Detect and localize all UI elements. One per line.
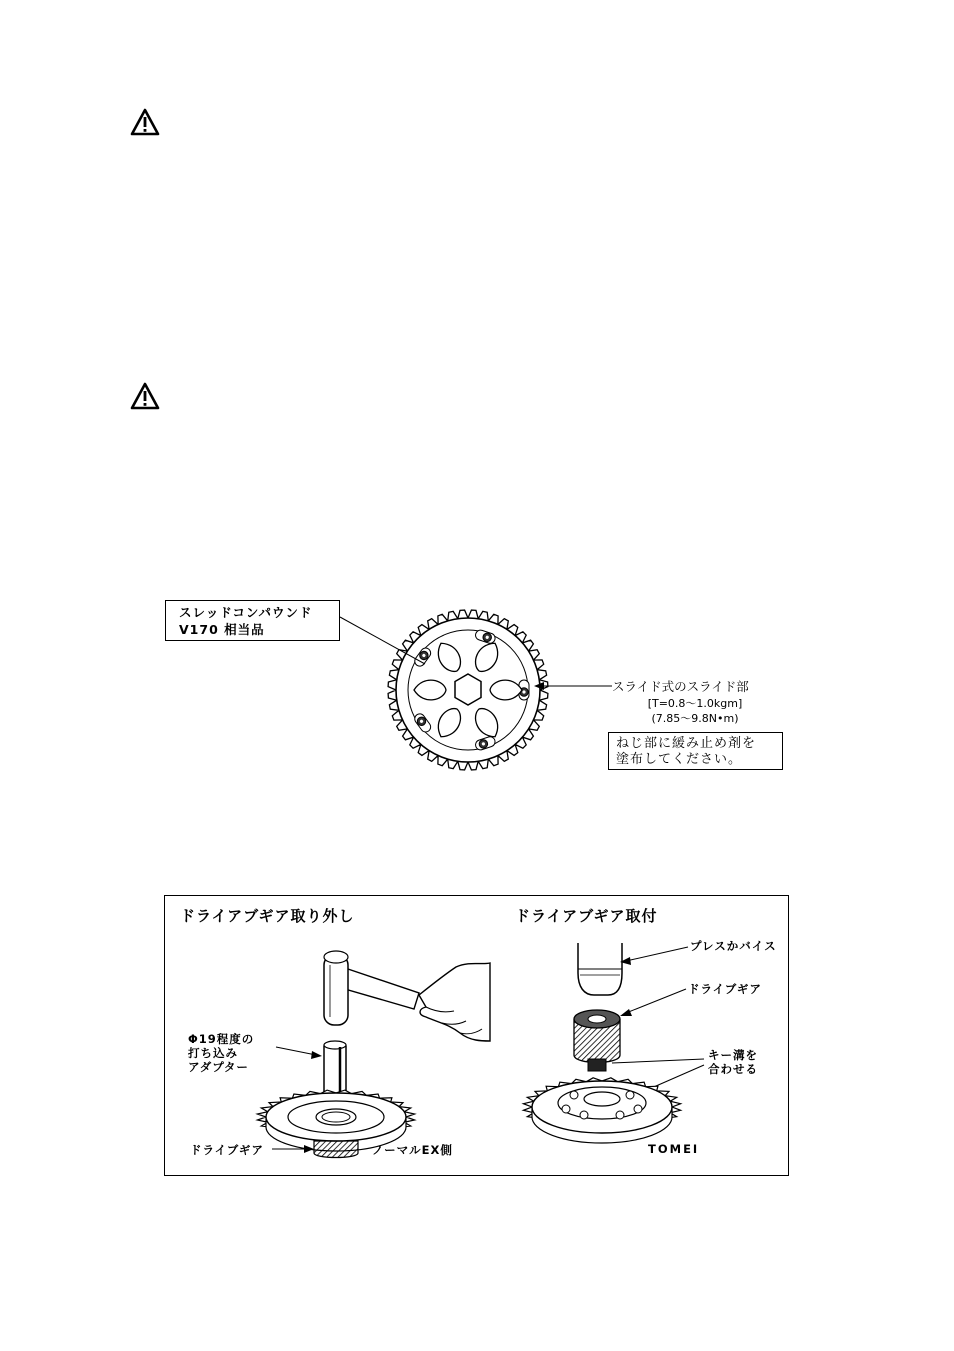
installation-drive-gear — [574, 1010, 620, 1071]
installation-drive-gear-label: ドライブギア — [688, 982, 762, 996]
drive-gear-illustration — [164, 895, 789, 1176]
torque-kgm: [T=0.8〜1.0kgm] — [647, 697, 743, 710]
adapter-label-line1: Φ19程度の — [188, 1032, 255, 1046]
normal-ex-label: ノーマルEX側 — [372, 1143, 453, 1157]
removal-title: ドライアブギア取り外し — [180, 907, 355, 925]
removal-drive-gear — [314, 1141, 358, 1158]
adapter-label-line3: アダプター — [188, 1060, 249, 1074]
compound-label-line2: V170 相当品 — [179, 622, 265, 637]
keyway-label-line1: キー溝を — [708, 1048, 758, 1062]
hammer — [324, 951, 419, 1025]
adapter-label-line2: 打ち込み — [188, 1046, 238, 1060]
hand — [419, 963, 490, 1041]
tomei-brand: TOMEI — [648, 1142, 700, 1156]
installation-title: ドライアブギア取付 — [515, 907, 658, 925]
torque-nm: (7.85〜9.8N•m) — [651, 712, 739, 725]
installation-sprocket — [523, 1078, 680, 1143]
slide-part-label: スライド式のスライド部 — [612, 679, 749, 694]
locking-note-line1: ねじ部に緩み止め剤を — [616, 736, 757, 751]
compound-label-line1: スレッドコンパウンド — [179, 605, 313, 620]
removal-drive-gear-label: ドライブギア — [190, 1143, 264, 1157]
keyway-label-line2: 合わせる — [708, 1062, 758, 1076]
locking-note-line2: 塗布してください。 — [616, 752, 743, 767]
press-tool — [578, 943, 622, 995]
press-label: プレスかバイス — [690, 939, 777, 953]
